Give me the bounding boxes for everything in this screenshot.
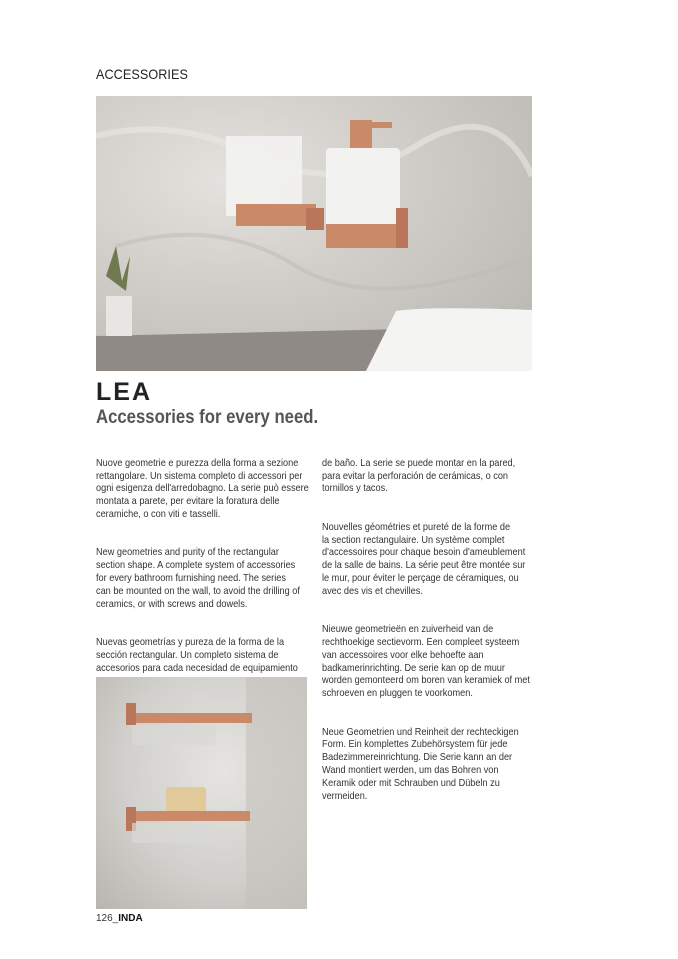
product-title: LEA [96,378,152,406]
description-spanish-part2: de baño. La serie se puede montar en la pared, para evitar la perforación de cerámicas, o con tornillos y tacos. [322,457,516,495]
brand-name: INDA [118,913,143,924]
text-column-left [96,445,311,688]
description-english: New geometries and purity of the rectangular section shape. A complete system of accessories for every bathroom furnishing need. The series can be mounted on the wall, to avoid the drilling of ceramics, or with screws and dowels. [96,547,300,610]
page-footer [96,913,143,924]
product-photo-soap-dishes [96,677,307,909]
description-dutch: Nieuwe geometrieën en zuiverheid van de rechthoekige sectievorm. Een compleet systeem van accessoires voor elke behoefte aan badkamerinrichting. De serie kan op de muur worden gemonteerd om boren van keramiek of met schroeven en pluggen te voorkomen. [322,624,530,700]
description-french: Nouvelles géométries et pureté de la forme de la section rectangulaire. Un système complet d'accessoires pour chaque besoin d'ameublement de la salle de bains. La série peut être montée sur le mur, pour éviter le perçage de céramiques, ou avec des vis et chevilles. [322,521,526,597]
section-heading: ACCESSORIES [96,66,189,82]
description-italian: Nuove geometrie e purezza della forma a sezione rettangolare. Un sistema completo di accessori per ogni esigenza dell'arredobagno. La serie può essere montata a parete, per evitare la foratura delle ceramiche, o con viti e tasselli. [96,457,309,520]
product-photo-glass-and-soap-dispenser [96,96,532,371]
description-spanish-part1: Nuevas geometrías y pureza de la forma de la sección rectangular. Un completo sistema de accesorios para cada necesidad de equipamiento [96,636,298,674]
page-number: 126_ [96,913,119,924]
product-subtitle: Accessories for every need. [96,407,319,428]
text-column-right [322,445,542,816]
soap-dish-illustration [96,677,307,909]
description-german: Neue Geometrien und Reinheit der rechteckigen Form. Ein komplettes Zubehörsystem für jede Badezimmereinrichtung. Die Serie kann an der Wand montiert werden, um das Bohren von Keramik oder mit Schrauben und Dübeln zu vermeiden. [322,726,519,802]
dispenser-illustration [96,96,532,371]
